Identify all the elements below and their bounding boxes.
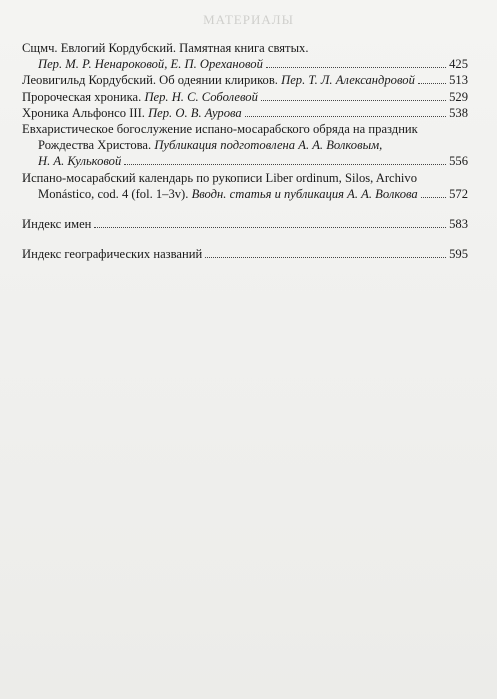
- toc-entry-index-geo: [22, 246, 468, 262]
- toc-page-number: 529: [449, 89, 468, 104]
- toc-page-number: 513: [449, 73, 468, 88]
- toc-entry: [22, 89, 468, 105]
- dot-leader: [418, 83, 446, 84]
- toc-entry-translator: Пер. Н. С. Соболевой: [144, 89, 258, 104]
- dot-leader: [124, 164, 446, 165]
- toc-page-number: 538: [449, 105, 468, 120]
- toc-entry-title-cont: Рождества Христова.: [38, 138, 155, 153]
- toc-entry-title: Сщмч. Евлогий Кордубский. Памятная книга святых.: [22, 41, 309, 55]
- toc-entry-title: Леовигильд Кордубский. Об одеянии клириков.: [22, 73, 282, 88]
- toc-entry-translator: Публикация подготовлена А. А. Волковым,: [154, 138, 383, 153]
- toc-entry-translator: Пер. О. В. Аурова: [148, 105, 242, 120]
- toc-entry-title: Испано-мосарабский календарь по рукописи Liber ordinum, Silos, Archivo: [22, 170, 418, 185]
- table-of-contents: [22, 40, 468, 262]
- dot-leader: [245, 116, 446, 117]
- dot-leader: [94, 227, 446, 228]
- toc-entry-translator: Вводн. статья и публикация А. А. Волкова: [191, 186, 418, 201]
- dot-leader: [421, 197, 446, 198]
- toc-entry: [22, 170, 468, 202]
- toc-entry-title-cont: Monástico, cod. 4 (fol. 1–3v).: [38, 186, 192, 201]
- toc-entry-translator-cont: Н. А. Кульковой: [38, 154, 122, 169]
- toc-entry-title: Индекс имен: [22, 217, 92, 232]
- toc-page-number: 425: [449, 57, 468, 72]
- dot-leader: [205, 257, 446, 258]
- toc-entry: [22, 105, 468, 121]
- toc-entry: [22, 40, 468, 72]
- toc-entry-translator: Пер. Т. Л. Александровой: [281, 73, 415, 88]
- toc-entry: [22, 121, 468, 170]
- toc-page-number: 572: [449, 186, 468, 201]
- toc-entry-title: Пророческая хроника.: [22, 89, 145, 104]
- toc-entry-index-names: [22, 216, 468, 232]
- toc-page-number: 556: [449, 154, 468, 169]
- toc-page-number: 595: [449, 247, 468, 262]
- dot-leader: [266, 67, 446, 68]
- toc-entry-title: Индекс географических названий: [22, 247, 203, 262]
- toc-entry-translator: Пер. М. Р. Ненароковой, Е. П. Орехановой: [38, 57, 263, 72]
- toc-page-number: 583: [449, 217, 468, 232]
- dot-leader: [261, 100, 446, 101]
- toc-entry: [22, 72, 468, 88]
- toc-entry-title: Евхаристическое богослужение испано-мосарабского обряда на праздник: [22, 122, 418, 137]
- toc-entry-title: Хроника Альфонсо III.: [22, 105, 149, 120]
- bleed-through-text: МАТЕРИАЛЫ: [203, 12, 294, 27]
